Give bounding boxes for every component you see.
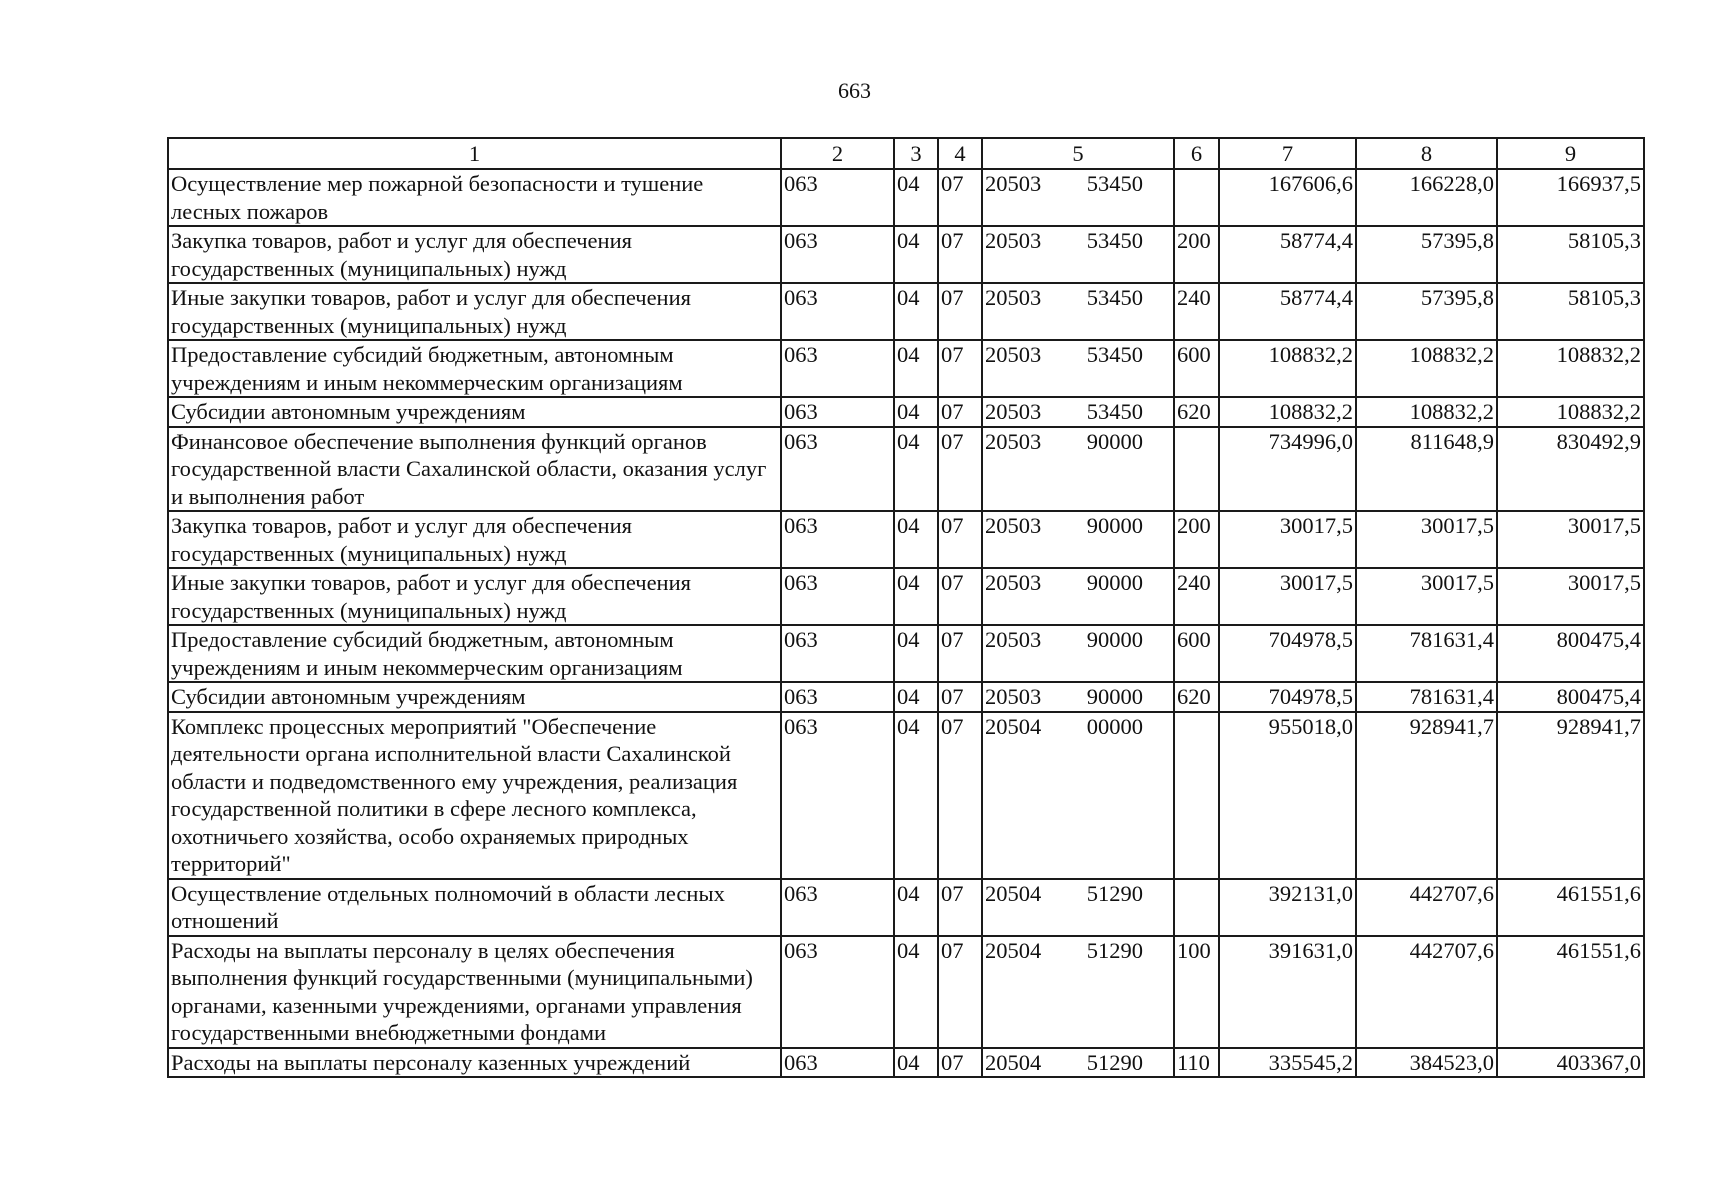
amount-year-3: 58105,3 [1497,283,1644,340]
program-code: 20503 [985,399,1042,424]
subsection-code: 07 [938,427,982,512]
section-code: 04 [894,568,938,625]
direction-code: 53450 [1086,342,1143,367]
amount-year-2: 442707,6 [1356,879,1497,936]
expense-type-code: 240 [1174,283,1219,340]
subsection-code: 07 [938,169,982,226]
amount-year-1: 704978,5 [1219,625,1356,682]
admin-code: 063 [781,169,894,226]
section-code: 04 [894,936,938,1048]
amount-year-2: 30017,5 [1356,568,1497,625]
amount-year-3: 30017,5 [1497,568,1644,625]
admin-code: 063 [781,226,894,283]
expense-type-code: 200 [1174,511,1219,568]
direction-code: 53450 [1086,399,1143,424]
item-name: Закупка товаров, работ и услуг для обеспечения государственных (муниципальных) нужд [168,511,781,568]
amount-year-2: 166228,0 [1356,169,1497,226]
item-name: Предоставление субсидий бюджетным, автономным учреждениям и иным некоммерческим организациям [168,340,781,397]
expense-type-code: 620 [1174,397,1219,427]
direction-code: 00000 [1086,713,1143,739]
amount-year-2: 928941,7 [1356,712,1497,879]
amount-year-2: 442707,6 [1356,936,1497,1048]
column-header: 1 [168,138,781,169]
item-name: Комплекс процессных мероприятий "Обеспечение деятельности органа исполнительной власти Сахалинской области и подведомственного ему учреждения, реализация государственной политики в сфере лесного комплекса, охотничьего хозяйства, особо охраняемых природных территорий" [168,712,781,879]
amount-year-2: 811648,9 [1356,427,1497,512]
direction-code: 53450 [1086,171,1143,196]
table-row [168,427,1644,512]
amount-year-1: 391631,0 [1219,936,1356,1048]
target-article-code [982,226,1174,283]
direction-code: 90000 [1086,684,1143,709]
subsection-code: 07 [938,283,982,340]
expense-type-code [1174,427,1219,512]
amount-year-2: 384523,0 [1356,1048,1497,1078]
column-header: 8 [1356,138,1497,169]
direction-code: 90000 [1086,627,1143,652]
target-article-code [982,1048,1174,1078]
table-row [168,936,1644,1048]
amount-year-3: 461551,6 [1497,936,1644,1048]
table-row [168,511,1644,568]
program-code: 20504 [985,937,1042,963]
amount-year-3: 30017,5 [1497,511,1644,568]
program-code: 20503 [985,627,1042,652]
amount-year-3: 108832,2 [1497,397,1644,427]
subsection-code: 07 [938,226,982,283]
section-code: 04 [894,226,938,283]
amount-year-2: 30017,5 [1356,511,1497,568]
direction-code: 90000 [1086,570,1143,595]
table-row [168,1048,1644,1078]
table-row [168,625,1644,682]
column-header: 3 [894,138,938,169]
program-code: 20503 [985,513,1042,538]
amount-year-3: 461551,6 [1497,879,1644,936]
item-name: Расходы на выплаты персоналу казенных учреждений [168,1048,781,1078]
subsection-code: 07 [938,397,982,427]
amount-year-1: 704978,5 [1219,682,1356,712]
direction-code: 53450 [1086,228,1143,253]
section-code: 04 [894,1048,938,1078]
amount-year-1: 30017,5 [1219,568,1356,625]
section-code: 04 [894,712,938,879]
program-code: 20503 [985,428,1042,454]
amount-year-3: 928941,7 [1497,712,1644,879]
target-article-code [982,397,1174,427]
expense-type-code: 240 [1174,568,1219,625]
item-name: Иные закупки товаров, работ и услуг для обеспечения государственных (муниципальных) нужд [168,568,781,625]
page-number: 663 [838,78,871,103]
target-article-code [982,625,1174,682]
amount-year-2: 781631,4 [1356,625,1497,682]
admin-code: 063 [781,712,894,879]
amount-year-3: 800475,4 [1497,682,1644,712]
direction-code: 53450 [1086,285,1143,310]
target-article-code [982,511,1174,568]
budget-table [167,137,1645,1078]
table-row [168,879,1644,936]
expense-type-code [1174,879,1219,936]
amount-year-1: 30017,5 [1219,511,1356,568]
section-code: 04 [894,625,938,682]
program-code: 20503 [985,171,1042,196]
admin-code: 063 [781,397,894,427]
target-article-code [982,568,1174,625]
target-article-code [982,169,1174,226]
section-code: 04 [894,397,938,427]
item-name: Осуществление отдельных полномочий в области лесных отношений [168,879,781,936]
item-name: Осуществление мер пожарной безопасности и тушение лесных пожаров [168,169,781,226]
column-header: 5 [982,138,1174,169]
amount-year-3: 58105,3 [1497,226,1644,283]
subsection-code: 07 [938,340,982,397]
amount-year-3: 166937,5 [1497,169,1644,226]
subsection-code: 07 [938,879,982,936]
amount-year-2: 57395,8 [1356,226,1497,283]
section-code: 04 [894,511,938,568]
admin-code: 063 [781,879,894,936]
column-header: 4 [938,138,982,169]
amount-year-2: 57395,8 [1356,283,1497,340]
direction-code: 90000 [1086,428,1143,454]
amount-year-1: 734996,0 [1219,427,1356,512]
target-article-code [982,682,1174,712]
subsection-code: 07 [938,936,982,1048]
program-code: 20504 [985,713,1042,739]
table-row [168,169,1644,226]
program-code: 20503 [985,342,1042,367]
subsection-code: 07 [938,712,982,879]
item-name: Финансовое обеспечение выполнения функций органов государственной власти Сахалинской области, оказания услуг и выполнения работ [168,427,781,512]
amount-year-1: 58774,4 [1219,283,1356,340]
section-code: 04 [894,879,938,936]
section-code: 04 [894,169,938,226]
table-row [168,568,1644,625]
table-row [168,682,1644,712]
amount-year-1: 167606,6 [1219,169,1356,226]
expense-type-code: 620 [1174,682,1219,712]
section-code: 04 [894,427,938,512]
header-row [168,138,1644,169]
subsection-code: 07 [938,682,982,712]
amount-year-3: 108832,2 [1497,340,1644,397]
item-name: Закупка товаров, работ и услуг для обеспечения государственных (муниципальных) нужд [168,226,781,283]
target-article-code [982,283,1174,340]
direction-code: 51290 [1086,1049,1143,1075]
program-code: 20503 [985,684,1042,709]
item-name: Иные закупки товаров, работ и услуг для обеспечения государственных (муниципальных) нужд [168,283,781,340]
item-name: Субсидии автономным учреждениям [168,682,781,712]
target-article-code [982,427,1174,512]
subsection-code: 07 [938,1048,982,1078]
section-code: 04 [894,682,938,712]
target-article-code [982,340,1174,397]
column-header: 9 [1497,138,1644,169]
admin-code: 063 [781,283,894,340]
column-header: 7 [1219,138,1356,169]
program-code: 20504 [985,880,1042,906]
target-article-code [982,879,1174,936]
table-row [168,340,1644,397]
admin-code: 063 [781,340,894,397]
amount-year-3: 403367,0 [1497,1048,1644,1078]
expense-type-code [1174,169,1219,226]
program-code: 20503 [985,570,1042,595]
subsection-code: 07 [938,511,982,568]
expense-type-code: 600 [1174,625,1219,682]
expense-type-code: 600 [1174,340,1219,397]
table-row [168,283,1644,340]
program-code: 20503 [985,285,1042,310]
expense-type-code: 200 [1174,226,1219,283]
table-row [168,712,1644,879]
amount-year-2: 108832,2 [1356,340,1497,397]
expense-type-code [1174,712,1219,879]
program-code: 20504 [985,1049,1042,1075]
amount-year-1: 335545,2 [1219,1048,1356,1078]
section-code: 04 [894,283,938,340]
admin-code: 063 [781,1048,894,1078]
target-article-code [982,936,1174,1048]
direction-code: 90000 [1086,513,1143,538]
subsection-code: 07 [938,568,982,625]
admin-code: 063 [781,568,894,625]
admin-code: 063 [781,625,894,682]
amount-year-1: 108832,2 [1219,397,1356,427]
admin-code: 063 [781,682,894,712]
amount-year-1: 108832,2 [1219,340,1356,397]
amount-year-2: 781631,4 [1356,682,1497,712]
admin-code: 063 [781,427,894,512]
amount-year-3: 830492,9 [1497,427,1644,512]
direction-code: 51290 [1086,880,1143,906]
direction-code: 51290 [1086,937,1143,963]
expense-type-code: 110 [1174,1048,1219,1078]
amount-year-1: 58774,4 [1219,226,1356,283]
item-name: Субсидии автономным учреждениям [168,397,781,427]
table-row [168,226,1644,283]
admin-code: 063 [781,511,894,568]
amount-year-2: 108832,2 [1356,397,1497,427]
amount-year-1: 955018,0 [1219,712,1356,879]
table-row [168,397,1644,427]
amount-year-1: 392131,0 [1219,879,1356,936]
expense-type-code: 100 [1174,936,1219,1048]
section-code: 04 [894,340,938,397]
item-name: Расходы на выплаты персоналу в целях обеспечения выполнения функций государственными (муниципальными) органами, казенными учреждениями, органами управления государственными внебюджетными фондами [168,936,781,1048]
subsection-code: 07 [938,625,982,682]
admin-code: 063 [781,936,894,1048]
amount-year-3: 800475,4 [1497,625,1644,682]
item-name: Предоставление субсидий бюджетным, автономным учреждениям и иным некоммерческим организациям [168,625,781,682]
column-header: 6 [1174,138,1219,169]
program-code: 20503 [985,228,1042,253]
target-article-code [982,712,1174,879]
column-header: 2 [781,138,894,169]
